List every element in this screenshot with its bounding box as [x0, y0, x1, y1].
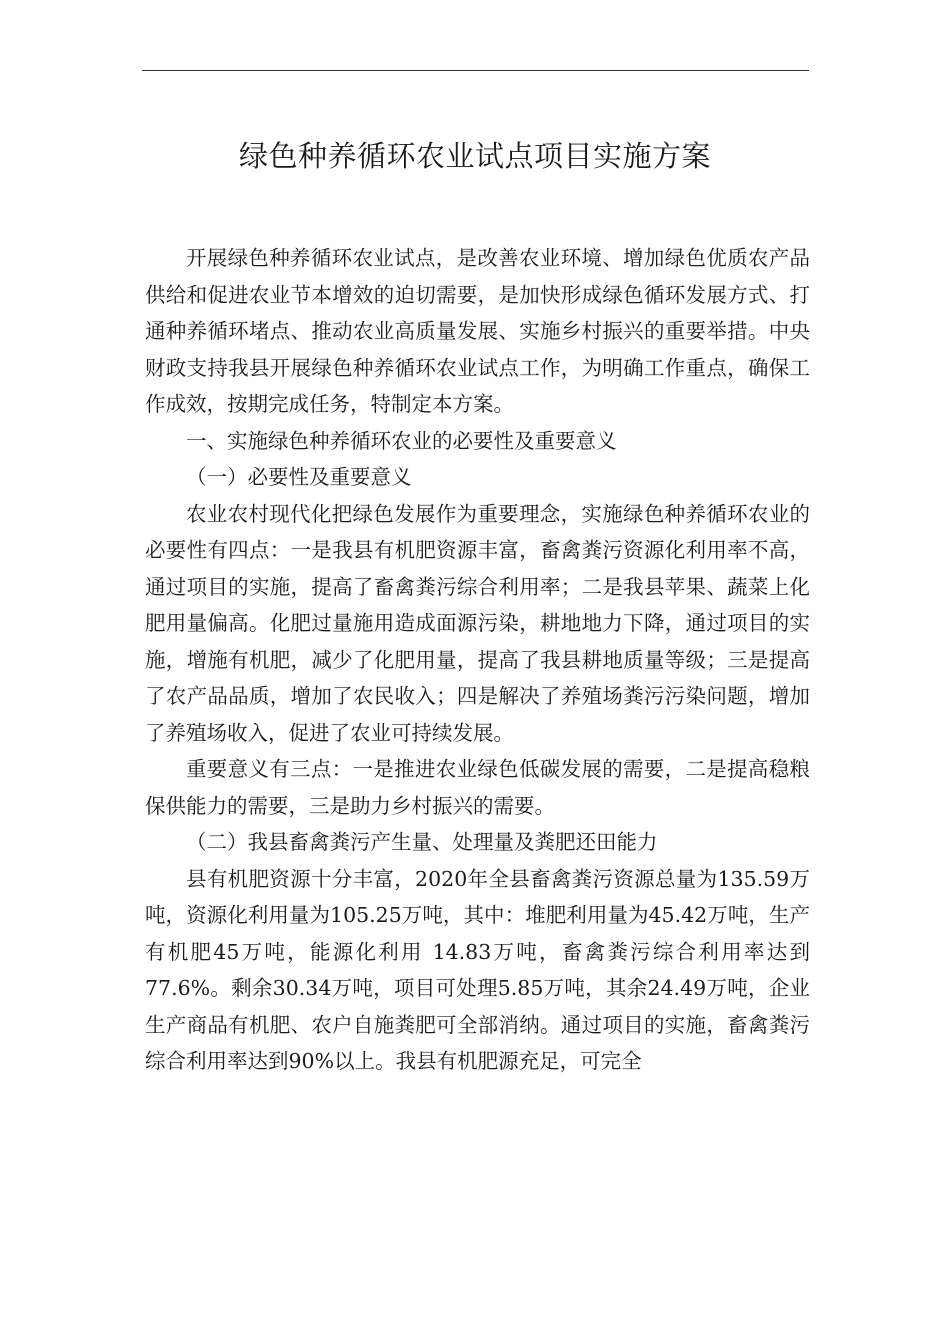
subsection-heading-2: （二）我县畜禽粪污产生量、处理量及粪肥还田能力: [186, 830, 658, 854]
document-body: [145, 240, 810, 1080]
header-rule: [142, 70, 809, 71]
subsection-heading-1: （一）必要性及重要意义: [186, 465, 412, 489]
intro-paragraph: 开展绿色种养循环农业试点，是改善农业环境、增加绿色优质农产品供给和促进农业节本增效的迫切需要，是加快形成绿色循环发展方式、打通种养循环堵点、推动农业高质量发展、实施乡村振兴的重要举措。中央财政支持我县开展绿色种养循环农业试点工作，为明确工作重点，确保工作成效，按期完成任务，特制定本方案。: [145, 246, 810, 416]
significance-paragraph: 重要意义有三点：一是推进农业绿色低碳发展的需要，二是提高稳粮保供能力的需要，三是助力乡村振兴的需要。: [145, 757, 810, 818]
necessity-paragraph: 农业农村现代化把绿色发展作为重要理念，实施绿色种养循环农业的必要性有四点：一是我县有机肥资源丰富，畜禽粪污资源化利用率不高，通过项目的实施，提高了畜禽粪污综合利用率；二是我县苹果、蔬菜上化肥用量偏高。化肥过量施用造成面源污染，耕地地力下降，通过项目的实施，增施有机肥，减少了化肥用量，提高了我县耕地质量等级；三是提高了农产品品质，增加了农民收入；四是解决了养殖场粪污污染问题，增加了养殖场收入，促进了农业可持续发展。: [145, 501, 810, 745]
document-title: 绿色种养循环农业试点项目实施方案: [238, 139, 711, 173]
section-heading-1: 一、实施绿色种养循环农业的必要性及重要意义: [186, 428, 617, 453]
manure-statistics-paragraph: 县有机肥资源十分丰富，2020年全县畜禽粪污资源总量为135.59万吨，资源化利用量为105.25万吨，其中：堆肥利用量为45.42万吨，生产有机肥45万吨，能源化利用 14.83万吨，畜禽粪污综合利用率达到77.6%。剩余30.34万吨，项目可处理5.85万吨，其余24.49万吨，企业生产商品有机肥、农户自施粪肥可全部消纳。通过项目的实施，畜禽粪污综合利用率达到90%以上。我县有机肥源充足，可完全: [145, 866, 810, 1073]
